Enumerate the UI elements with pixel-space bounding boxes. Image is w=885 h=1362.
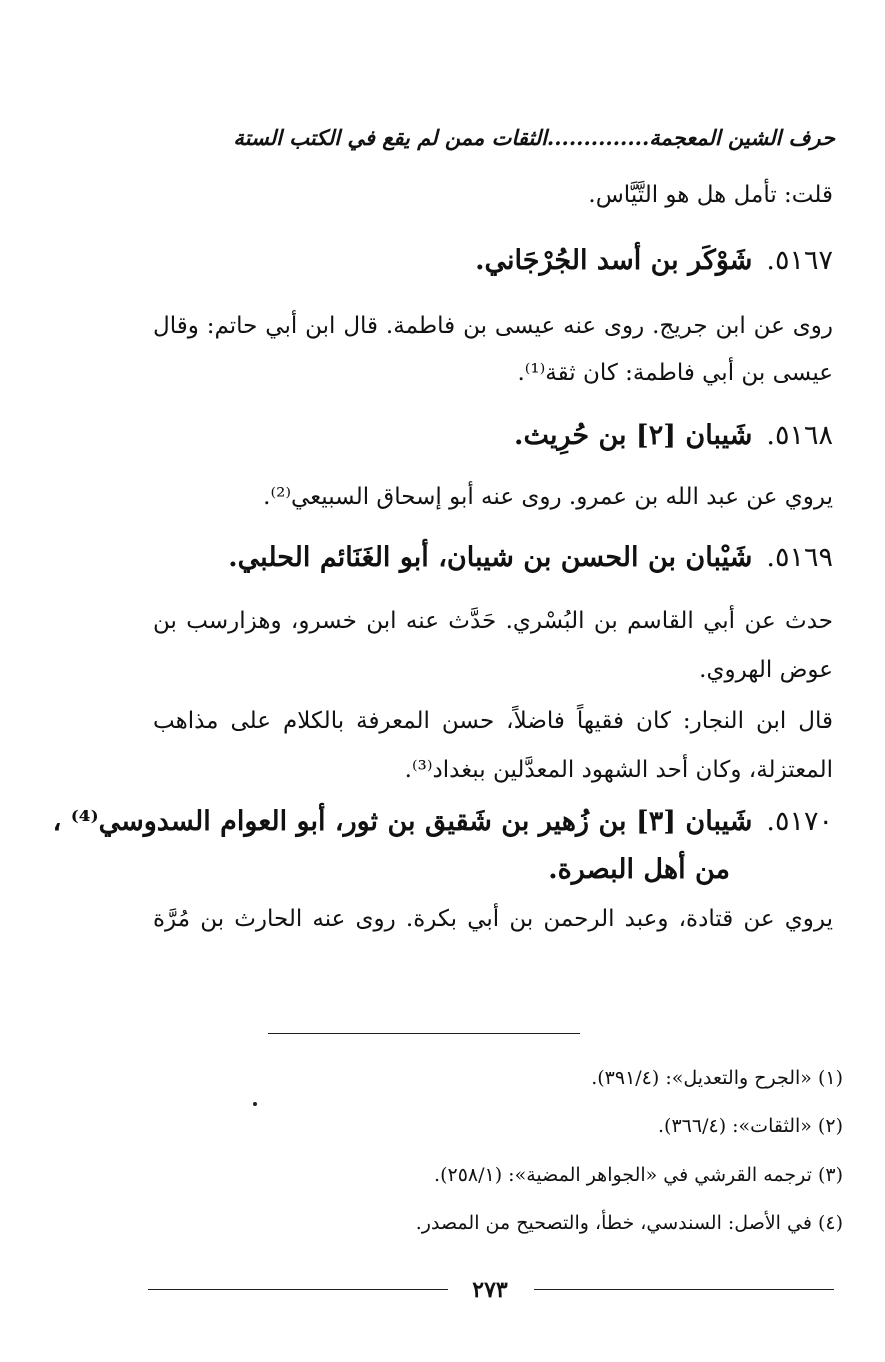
bottom-rule-left bbox=[148, 1289, 448, 1290]
entry-number: ٥١٦٧. bbox=[766, 245, 833, 276]
footnote: (١) «الجرح والتعديل»: (٣٩١/٤). bbox=[591, 1067, 843, 1089]
text-line: عيسى بن أبي فاطمة: كان ثقة⁽¹⁾. bbox=[517, 360, 833, 386]
entry-title: شَيْبان بن الحسن بن شيبان، أبو الغَنَائم الحلبي. bbox=[228, 542, 753, 573]
footnote: (٢) «الثقات»: (٣٦٦/٤). bbox=[658, 1115, 843, 1137]
text-line: روى عن ابن جريج. روى عنه عيسى بن فاطمة. قال ابن أبي حاتم: وقال bbox=[153, 313, 833, 339]
entry-title: شَيبان [٢] بن حُرِيث. bbox=[514, 420, 753, 451]
footnote: (٤) في الأصل: السندسي، خطأ، والتصحيح من المصدر. bbox=[415, 1212, 843, 1234]
text-line: يروي عن عبد الله بن عمرو. روى عنه أبو إسحاق السبيعي⁽²⁾. bbox=[263, 484, 833, 510]
entry-number: ٥١٦٩. bbox=[766, 542, 833, 573]
entry-number: ٥١٦٨. bbox=[766, 420, 833, 451]
entry-title: شَيبان [٣] بن زُهير بن شَقيق بن ثور، أبو العوام السدوسي⁽⁴⁾ ، bbox=[52, 806, 753, 837]
bottom-rule-right bbox=[534, 1289, 834, 1290]
entry-number: ٥١٧٠. bbox=[766, 806, 833, 837]
text-line: قال ابن النجار: كان فقيهاً فاضلاً، حسن المعرفة بالكلام على مذاهب bbox=[153, 708, 833, 734]
entry-heading bbox=[514, 420, 833, 451]
entry-heading bbox=[53, 806, 833, 837]
entry-heading bbox=[475, 245, 833, 276]
entry-title: شَوْكَر بن أسد الجُرْجَاني. bbox=[475, 245, 753, 276]
text-line: المعتزلة، وكان أحد الشهود المعدَّلين ببغداد⁽³⁾. bbox=[404, 757, 833, 783]
footnote-separator bbox=[268, 1033, 580, 1034]
entry-heading bbox=[228, 542, 833, 573]
ink-speck bbox=[253, 1102, 257, 1106]
footnote: (٣) ترجمه القرشي في «الجواهر المضية»: (٢٥٨/١). bbox=[434, 1164, 843, 1186]
text-line: عوض الهروي. bbox=[699, 657, 833, 683]
text-line: قلت: تأمل هل هو التَّيَّاس. bbox=[588, 182, 833, 208]
text-line: حدث عن أبي القاسم بن البُسْري. حَدَّث عنه ابن خسرو، وهزارسب بن bbox=[153, 608, 833, 634]
running-header: حرف الشين المعجمة..............الثقات ممن لم يقع في الكتب الستة bbox=[233, 125, 835, 150]
entry-title-continued: من أهل البصرة. bbox=[548, 854, 730, 885]
page-number: ٢٧٣ bbox=[472, 1277, 508, 1303]
text-line: يروي عن قتادة، وعبد الرحمن بن أبي بكرة. روى عنه الحارث بن مُرَّة bbox=[153, 906, 833, 932]
